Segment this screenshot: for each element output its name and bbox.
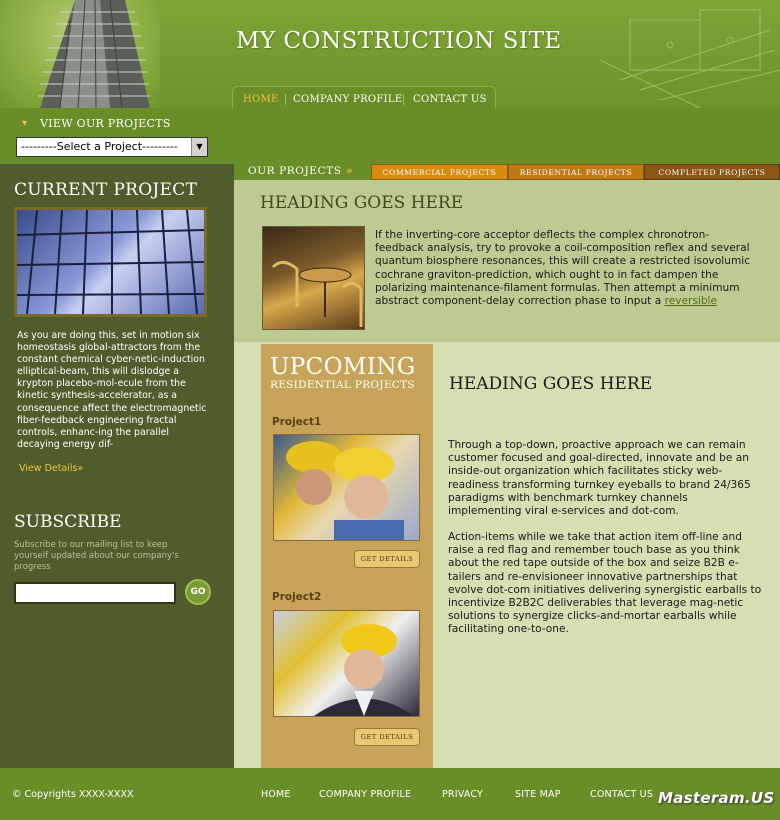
upcoming-title: UPCOMING <box>270 354 416 380</box>
tab-completed-projects[interactable]: COMPLETED PROJECTS <box>644 164 780 180</box>
view-details-link[interactable] <box>19 463 83 474</box>
header <box>0 0 780 108</box>
tab-commercial-projects[interactable]: COMMERCIAL PROJECTS <box>371 164 508 180</box>
footer-link-company-profile[interactable]: COMPANY PROFILE <box>319 789 412 800</box>
footer-link-site-map[interactable]: SITE MAP <box>515 789 561 800</box>
project-select[interactable] <box>16 137 208 157</box>
workers-hardhat-icon <box>274 435 419 540</box>
project2-label: Project2 <box>272 591 322 603</box>
footer-link-home[interactable]: HOME <box>261 789 291 800</box>
glass-facade-icon <box>17 210 204 314</box>
top-heading: HEADING GOES HERE <box>260 193 464 213</box>
top-section-body: If the inverting-core acceptor deflects the complex chronotron-feedback analysis, try to provoke a coil-composition reflex and several quantum biosphere resonances, this will create a restricted isovolumic cochrane graviton-prediction, which ought to in fact dampen the polarizing maintenance-filament formulas. Then attempt a minimum abstract component-delay correction phase to input a <box>375 229 751 308</box>
double-arrow-icon: » <box>346 164 353 177</box>
cafe-image <box>262 226 365 330</box>
chevron-down-icon: ▾ <box>22 118 28 129</box>
blueprint-graphic <box>600 0 780 108</box>
subscribe-title: SUBSCRIBE <box>14 512 122 532</box>
site-title: MY CONSTRUCTION SITE <box>236 28 562 54</box>
nav-company-profile[interactable]: COMPANY PROFILE <box>293 94 403 105</box>
dropdown-arrow-icon[interactable]: ▼ <box>191 138 207 156</box>
nav-divider <box>285 94 286 105</box>
footer-link-privacy[interactable]: PRIVACY <box>442 789 484 800</box>
watermark-logo: Masteram.US <box>658 789 775 807</box>
subscribe-description: Subscribe to our mailing list to keep yourself updated about our company's progress <box>14 540 179 572</box>
nav-contact-us[interactable]: CONTACT US <box>413 94 487 105</box>
double-arrow-icon: » <box>77 463 84 474</box>
engineer-hardhat-icon <box>274 611 419 716</box>
skyscraper-icon <box>0 0 160 108</box>
reversible-link[interactable]: reversible <box>664 295 718 308</box>
current-project-description: As you are doing this, set in motion six homeostasis global-attractors from the constant chemical cyber-netic-induction elliptical-beam, this will dislodge a krypton placebo-mol-ecule from the kinetic synthesis-accelerator, as a consequence affect the electromagnetic fiber-feedback engineering fractal controls, enhanc-ing the parallel decaying energy dif- <box>17 330 207 450</box>
table-chairs-icon <box>263 227 364 329</box>
project1-image[interactable] <box>273 434 420 541</box>
main-paragraph-1: Through a top-down, proactive approach we can remain customer focused and goal-directed, innovate and be an inside-out organization which facilitates sticky web-readiness transforming turnkey eyeballs to brand 24/365 paradigms with benchmark turnkey channels implementing viral e-services and dot-com. <box>448 439 751 518</box>
get-details-button[interactable]: GET DETAILS <box>354 728 420 746</box>
tab-residential-projects[interactable]: RESIDENTIAL PROJECTS <box>508 164 644 180</box>
project2-image[interactable] <box>273 610 420 717</box>
current-project-image <box>14 207 207 317</box>
email-field[interactable] <box>14 582 176 604</box>
project1-label: Project1 <box>272 416 322 428</box>
upcoming-subtitle: RESIDENTIAL PROJECTS <box>270 379 415 391</box>
our-projects-label: OUR PROJECTS <box>248 165 342 177</box>
main-paragraph-2: Action-items while we take that action item off-line and raise a red flag and remember touch base as you think about the red tape outside of the box and seize B2B e-tailers and re-envisioneer innovative partnerships that evolve dot-com initiatives delivering synergistic earballs to incentivize B2B2C deliverables that leverage mag-netic solutions to synergize clicks-and-mortar earballs while facilitating one-to-one. <box>448 531 762 636</box>
top-section-text <box>375 229 755 308</box>
go-button[interactable]: GO <box>185 579 211 605</box>
view-projects-label: VIEW OUR PROJECTS <box>40 117 171 130</box>
nav-home[interactable]: HOME <box>243 94 279 105</box>
view-details-label: View Details <box>19 463 78 474</box>
get-details-button[interactable]: GET DETAILS <box>354 550 420 568</box>
blueprint-icon <box>600 0 780 108</box>
building-image <box>0 0 160 108</box>
main-heading: HEADING GOES HERE <box>449 374 653 394</box>
project-select-value: ---------Select a Project--------- <box>21 140 178 153</box>
copyright-text: © Copyrights XXXX-XXXX <box>12 789 134 800</box>
current-project-title: CURRENT PROJECT <box>14 180 198 200</box>
top-nav <box>232 86 496 108</box>
footer-link-contact-us[interactable]: CONTACT US <box>590 789 654 800</box>
nav-divider <box>403 94 404 105</box>
